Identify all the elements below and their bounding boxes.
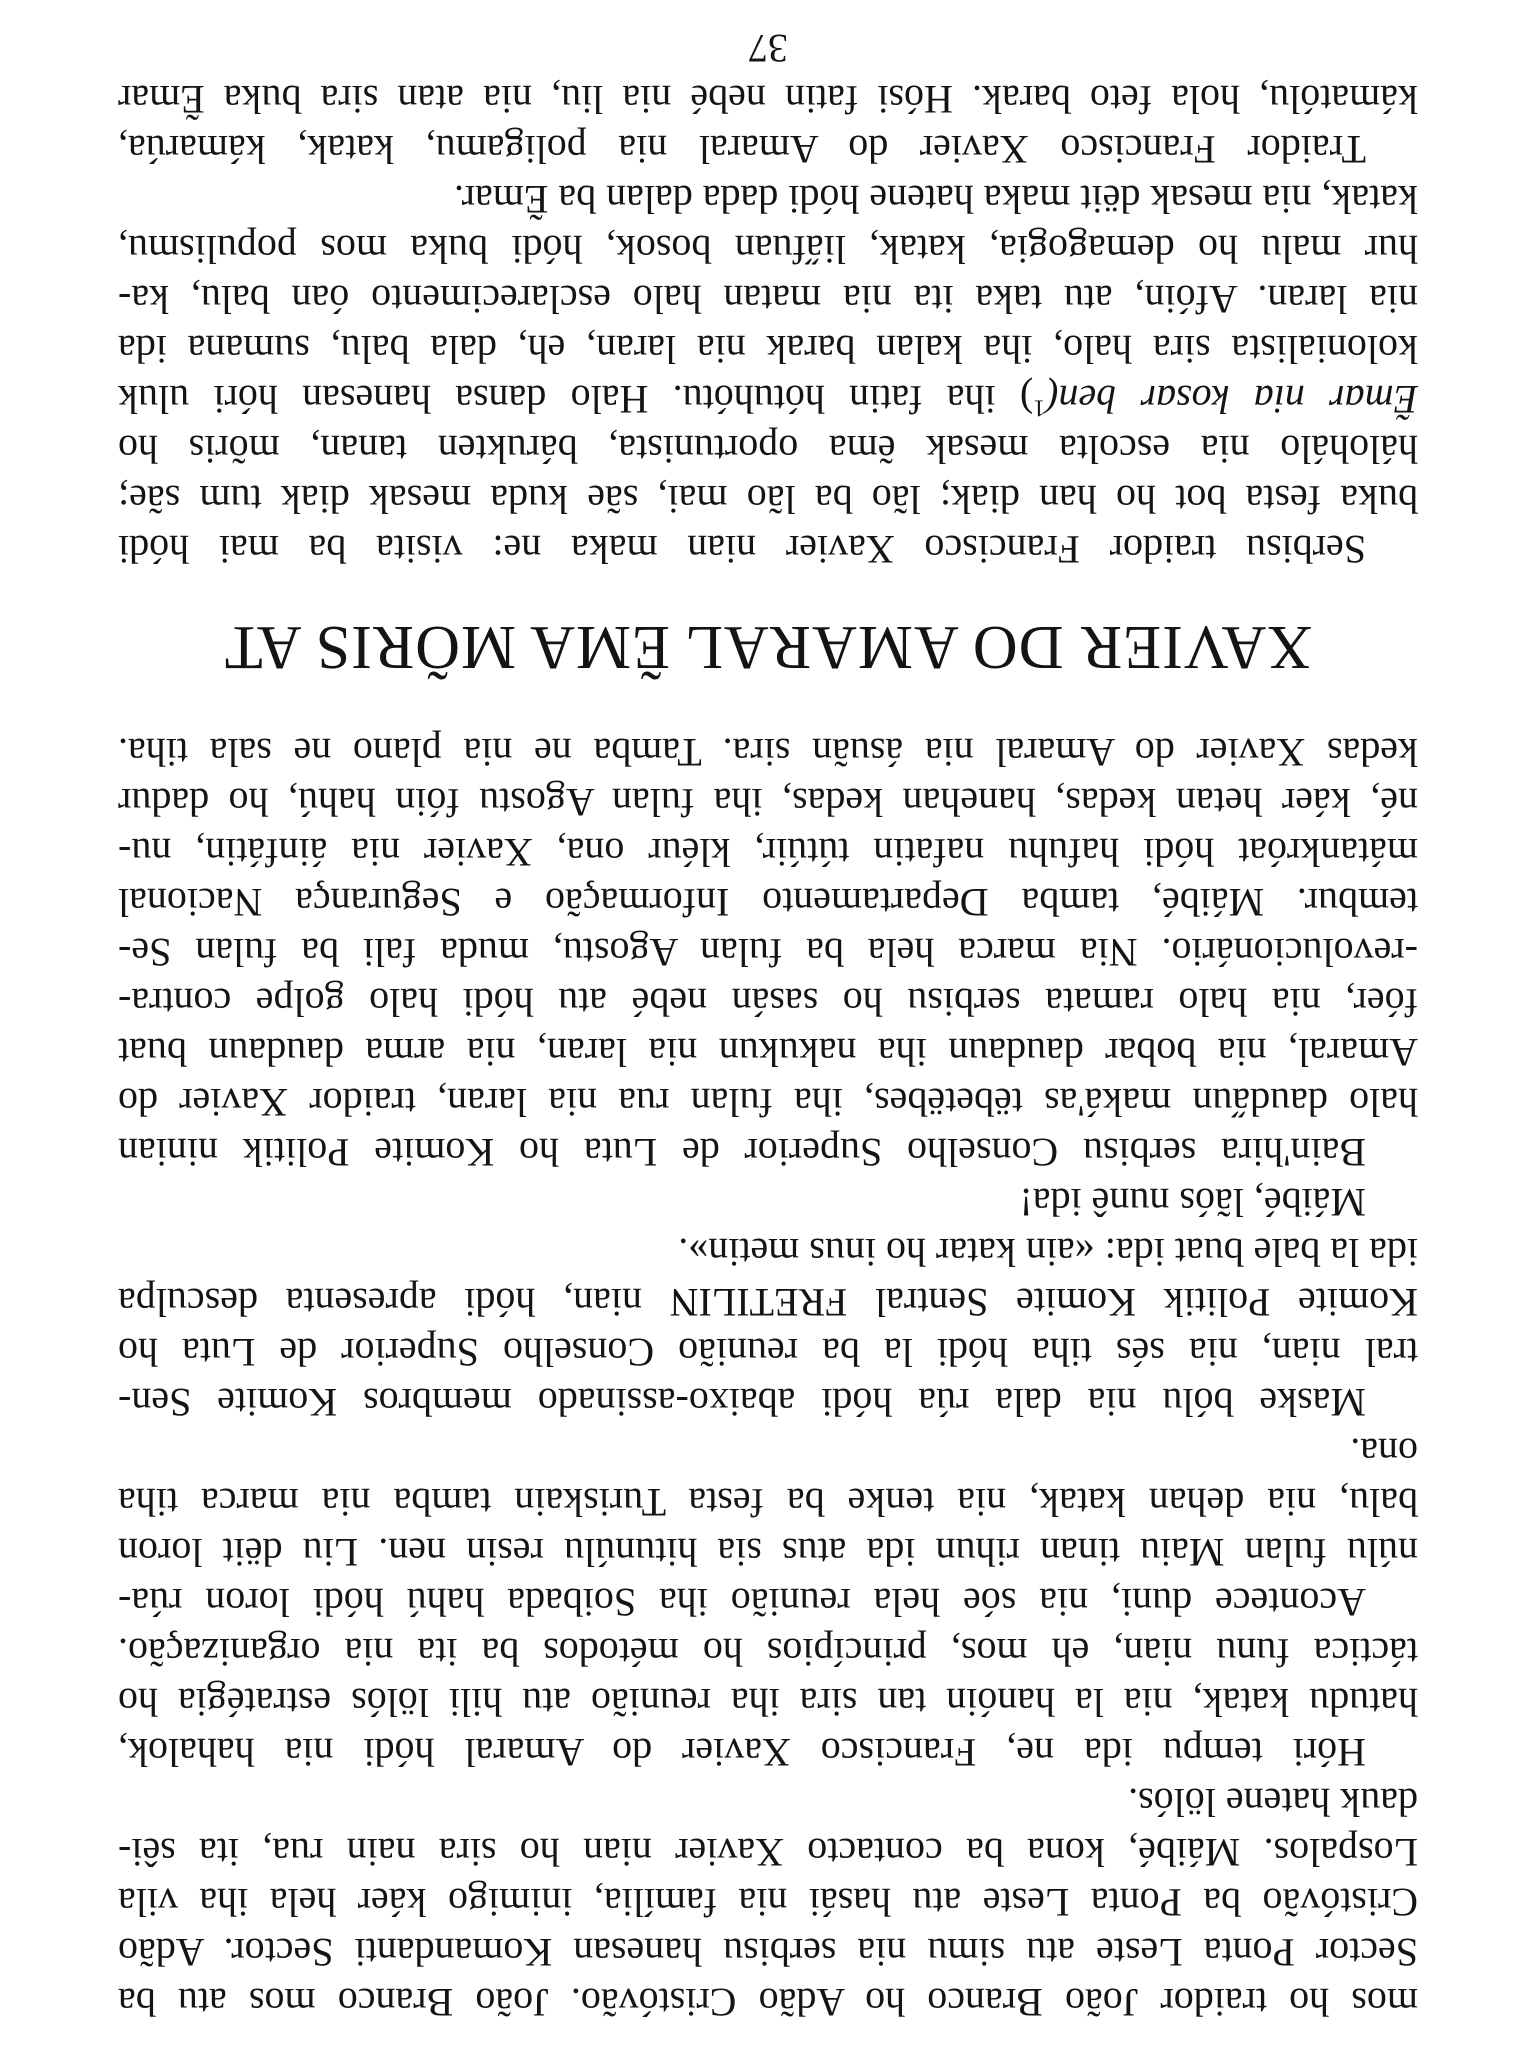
text-line <box>118 377 1418 422</box>
text-line: tembur. Máibé, tamba Departamento Informação e Segurança Nacional <box>118 880 1418 925</box>
text-line: Bain'hira serbisu Conselho Superior de Luta ho Komite Politik ninian <box>118 1130 1366 1175</box>
section-heading: XAVIER DO AMARAL ẼMA MÕRIS AT <box>223 613 1313 681</box>
text-line: mátankróat hódi hafuhu nafatin tútúir, kléur ona, Xavier nia áinfátin, nu- <box>118 830 1418 875</box>
text-line: tral nian, nia sés tiha hódi la ba reunião Conselho Superior de Luta ho <box>118 1330 1418 1375</box>
text-line: hálohálo nia escolta mesak ẽma oportunista, bárukten tanan, mõris ho <box>118 427 1418 472</box>
text-line: mos ho traidor João Branco ho Adão Cristóvão. João Branco mos atu ba <box>118 1980 1418 2025</box>
text-line: Maske bólu nia dala rúa hódi abaixo-assinado membros Komite Sen- <box>118 1380 1366 1425</box>
text-line: táctica funu nian, eh mos, princípios ho métodos ba ita nia organização. <box>118 1630 1418 1675</box>
text-line: Lospalos. Máibé, kona ba contacto Xavier nian ho sira nain rua, ita sêi- <box>118 1830 1418 1875</box>
text-line: ida la bale buat ida: «ain katar ho inus metin». <box>678 1230 1418 1275</box>
text-line: buka festa bot ho han diak; lão ba lão mai, sãe kuda mesak diak tum sãe; <box>118 477 1418 522</box>
text-line: kámatólu, hola feto barak. Hósi fatin nebé nia liu, nia atan sira buka Ẽmar <box>118 77 1418 122</box>
text-line: Serbisu traidor Francisco Xavier nian maka ne: visita ba mai hódi <box>118 527 1366 572</box>
footnote-marker: 1 <box>1033 394 1046 421</box>
text-line: nia laran. Afóin, atu taka ita nia matan halo esclarecimento óan balu, ka- <box>118 277 1418 322</box>
text-line: balu, nia dehan katak, nia tenke ba festa Turiskain tamba nia marca tiha <box>118 1480 1418 1525</box>
text-line: ona. <box>1350 1430 1418 1475</box>
text-line: Sector Ponta Leste atu simu nia serbisu hanesan Komandanti Sector. Adão <box>118 1930 1418 1975</box>
text-line: né, káer hetan kedas, hanehan kedas, iha fulan Agostu fóin hahú, ho dadur <box>118 780 1418 825</box>
text-line: Traidor Francisco Xavier do Amaral nia poligamu, katak, kámarúa, <box>118 127 1366 172</box>
text-line: Máibé, lãós nunê ida! <box>1019 1180 1366 1225</box>
text-line: hur malu ho demagogia, katak, lia̋fuan bosok, hódi buka mos populismu, <box>118 227 1418 272</box>
text-span: ) iha fatin hótuhótu. Halo dansa hanesan hóri uluk <box>118 377 1034 422</box>
text-line: hatudu katak, nia la hanóin tan sira iha reunião atu hili lölós estratégia ho <box>118 1680 1418 1725</box>
text-line: Hóri tempu ida ne, Francisco Xavier do Amaral hódi nia hahalok, <box>118 1730 1366 1775</box>
text-line: -revolucionário. Nia marca hela ba fulan Agostu, muda fali ba fulan Se- <box>118 930 1418 975</box>
text-line: halo dauda̋un maká'as tëbetëbes, iha fulan rua nia laran, traidor Xavier do <box>118 1080 1418 1125</box>
text-line: kedas Xavier do Amaral nia ásuãn sira. Tamba ne nia plano ne sala tiha. <box>118 730 1418 775</box>
text-line: Amaral, nia bobar daudaun iha nakukun nia laran, nia arma daudaun buat <box>118 1030 1418 1075</box>
text-line: fóer, nia halo ramata serbisu ho sasán nebé atu hódi halo golpe contra- <box>118 980 1418 1025</box>
text-line: Acontece duni, nia sóe hela reunião iha Soibada hahú hódi loron rúa- <box>118 1580 1366 1625</box>
text-line: kolonialista sira halo, iha kalan barak nia laran, eh, dala balu, sumana ida <box>118 327 1418 372</box>
text-line: Cristóvão ba Ponta Leste atu hasái nia família, inimigo káer hela iha vila <box>118 1880 1418 1925</box>
text-line: Komite Politik Komite Sentral FRETILIN nian, hódi apresenta desculpa <box>118 1280 1418 1325</box>
text-line: núlu fulan Maiu tinan rihun ida atus sia hitunúlu resin nen. Liu dëit loron <box>118 1530 1418 1575</box>
text-line: dauk hatene lölós. <box>1128 1780 1418 1825</box>
italic-phrase: Ẽmar nia kosar ben( <box>1045 377 1418 422</box>
page-number: 37 <box>748 26 788 71</box>
text-line: katak, nia mesak dëit maka hatene hódi dada dalan ba Ẽmar. <box>453 177 1418 222</box>
